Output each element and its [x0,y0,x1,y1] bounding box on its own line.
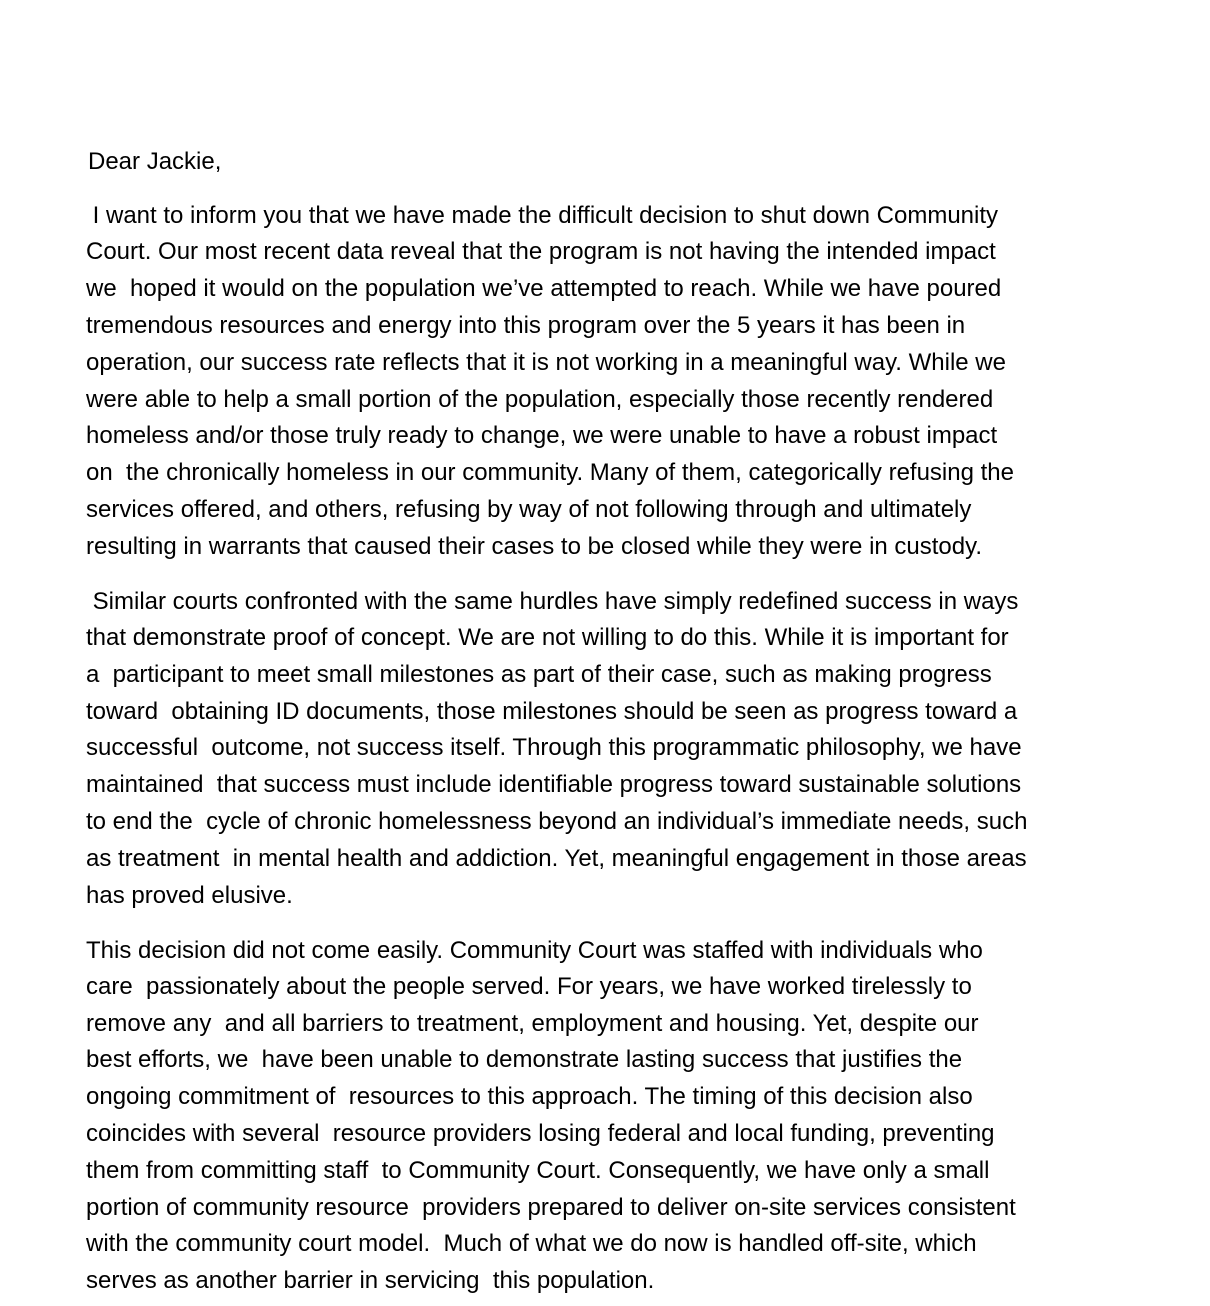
paragraph-line: resulting in warrants that caused their cases to be closed while they were in custody. [86,533,983,560]
paragraph-line: with the community court model. Much of what we do now is handled off-site, which [86,1230,977,1257]
paragraph-line: services offered, and others, refusing by way of not following through and ultimately [86,496,972,523]
salutation: Dear Jackie, [88,148,222,175]
paragraph-line: tremendous resources and energy into this program over the 5 years it has been in [86,312,966,339]
paragraph-line: to end the cycle of chronic homelessness beyond an individual’s immediate needs, such [86,808,1028,835]
paragraph-line: we hoped it would on the population we’ve attempted to reach. While we have poured [86,275,1002,302]
paragraph-line: maintained that success must include identifiable progress toward sustainable solutions [86,771,1022,798]
paragraph-line: successful outcome, not success itself. Through this programmatic philosophy, we have [86,734,1022,761]
paragraph-line: Court. Our most recent data reveal that the program is not having the intended impact [86,238,996,265]
paragraph-line: coincides with several resource providers losing federal and local funding, preventing [86,1120,995,1147]
paragraph-line: I want to inform you that we have made the difficult decision to shut down Community [86,202,999,229]
paragraph-line: Similar courts confronted with the same hurdles have simply redefined success in ways [86,588,1019,615]
paragraph-line: serves as another barrier in servicing this population. [86,1267,655,1294]
paragraph-line: homeless and/or those truly ready to change, we were unable to have a robust impact [86,422,998,449]
paragraph-line: care passionately about the people served. For years, we have worked tirelessly to [86,973,972,1000]
paragraph-line: them from committing staff to Community Court. Consequently, we have only a small [86,1157,990,1184]
paragraph-line: has proved elusive. [86,882,293,909]
paragraph-line: ongoing commitment of resources to this approach. The timing of this decision also [86,1083,973,1110]
paragraph-line: remove any and all barriers to treatment, employment and housing. Yet, despite our [86,1010,979,1037]
paragraph-line: as treatment in mental health and addiction. Yet, meaningful engagement in those areas [86,845,1027,872]
paragraph-line: operation, our success rate reflects that it is not working in a meaningful way. While we [86,349,1006,376]
paragraph-line: on the chronically homeless in our community. Many of them, categorically refusing the [86,459,1014,486]
paragraph-line: were able to help a small portion of the population, especially those recently rendered [86,386,994,413]
paragraph-line: a participant to meet small milestones as part of their case, such as making progress [86,661,992,688]
paragraph-line: portion of community resource providers prepared to deliver on-site services consistent [86,1194,1016,1221]
paragraph-line: that demonstrate proof of concept. We are not willing to do this. While it is important for [86,624,1009,651]
paragraph-line: best efforts, we have been unable to demonstrate lasting success that justifies the [86,1046,963,1073]
paragraph-line: toward obtaining ID documents, those milestones should be seen as progress toward a [86,698,1018,725]
paragraph-line: This decision did not come easily. Community Court was staffed with individuals who [86,937,983,964]
